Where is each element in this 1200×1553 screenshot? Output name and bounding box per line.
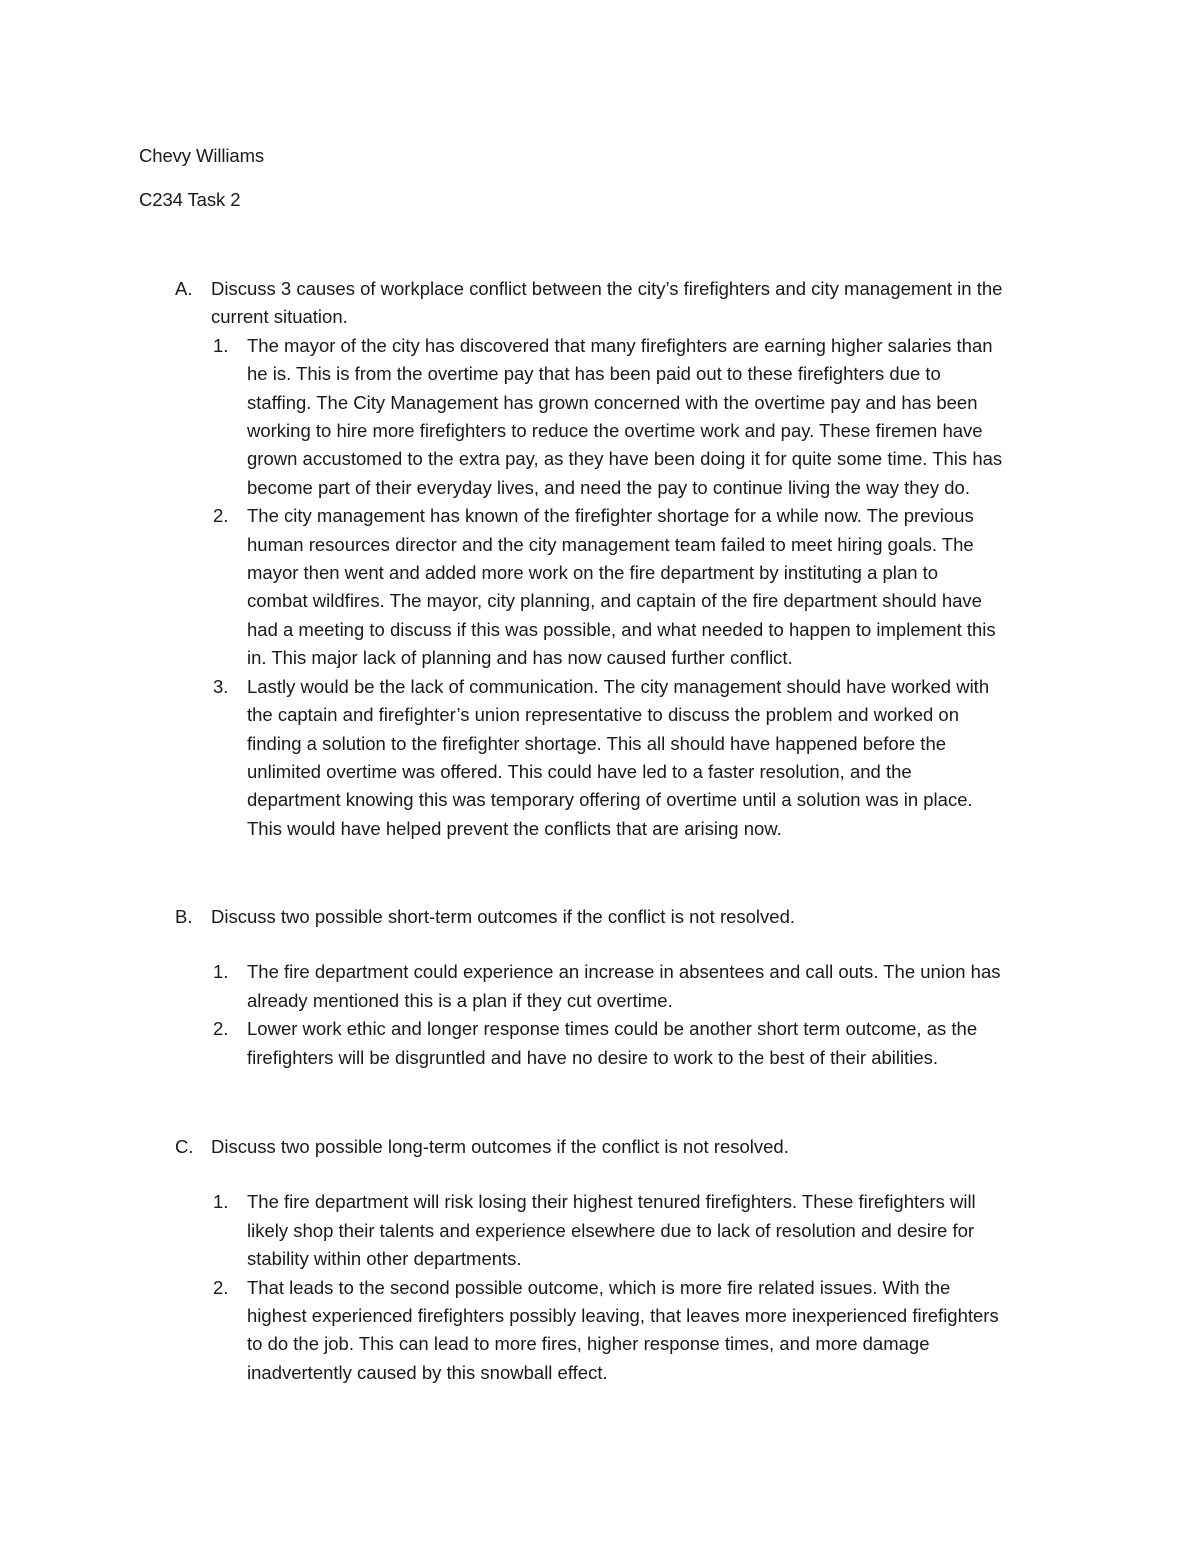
section-c-heading <box>139 1133 1079 1161</box>
item-line: stability within other departments. <box>247 1248 522 1270</box>
item-line: grown accustomed to the extra pay, as they have been doing it for quite some time. This has <box>247 448 1003 470</box>
heading-line: Discuss two possible short-term outcomes if the conflict is not resolved. <box>211 906 796 927</box>
item-line: The fire department could experience an increase in absentees and call outs. The union has <box>247 961 1001 983</box>
item-line: The mayor of the city has discovered that many firefighters are earning higher salaries than <box>247 334 993 356</box>
course-task: C234 Task 2 <box>139 189 241 210</box>
list-item <box>139 673 1079 843</box>
item-line: staffing. The City Management has grown concerned with the overtime pay and has been <box>247 391 978 413</box>
list-item <box>139 502 1079 672</box>
item-line: likely shop their talents and experience elsewhere due to lack of resolution and desire for <box>247 1219 975 1241</box>
item-number: 2. <box>213 505 229 527</box>
item-line: unlimited overtime was offered. This could have led to a faster resolution, and the <box>247 760 912 782</box>
item-line: had a meeting to discuss if this was possible, and what needed to happen to implement this <box>247 618 996 640</box>
list-item <box>139 958 1079 1015</box>
item-line: That leads to the second possible outcome, which is more fire related issues. With the <box>247 1276 951 1298</box>
section-c <box>139 1133 1079 1387</box>
list-item <box>139 1274 1079 1388</box>
item-line: The fire department will risk losing their highest tenured firefighters. These firefighters will <box>247 1191 976 1213</box>
item-line: finding a solution to the firefighter shortage. This all should have happened before the <box>247 732 947 754</box>
item-line: department knowing this was temporary offering of overtime until a solution was in place. <box>247 789 973 811</box>
heading-line: Discuss 3 causes of workplace conflict between the city’s firefighters and city management in the <box>211 278 1003 299</box>
item-line: working to hire more firefighters to reduce the overtime work and pay. These firemen have <box>247 420 983 442</box>
section-b <box>139 903 1079 1072</box>
section-a-list <box>139 332 1079 843</box>
list-item <box>139 332 1079 502</box>
item-line: firefighters will be disgruntled and have no desire to work to the best of their abilities. <box>247 1046 939 1068</box>
item-number: 1. <box>213 961 229 983</box>
heading-line: current situation. <box>211 306 348 328</box>
item-line: This would have helped prevent the conflicts that are arising now. <box>247 817 782 839</box>
item-line: become part of their everyday lives, and need the pay to continue living the way they do. <box>247 476 970 498</box>
section-b-heading <box>139 903 1079 931</box>
item-line: the captain and firefighter’s union representative to discuss the problem and worked on <box>247 704 959 726</box>
item-number: 1. <box>213 1191 229 1213</box>
item-line: already mentioned this is a plan if they cut overtime. <box>247 989 673 1011</box>
item-line: combat wildfires. The mayor, city planning, and captain of the fire department should have <box>247 590 982 612</box>
item-line: in. This major lack of planning and has now caused further conflict. <box>247 647 793 669</box>
author-name: Chevy Williams <box>139 145 265 166</box>
item-line: he is. This is from the overtime pay that has been paid out to these firefighters due to <box>247 363 941 385</box>
item-line: Lower work ethic and longer response times could be another short term outcome, as the <box>247 1018 978 1040</box>
item-line: highest experienced firefighters possibly leaving, that leaves more inexperienced firefighters <box>247 1305 999 1327</box>
list-item <box>139 1015 1079 1072</box>
item-line: to do the job. This can lead to more fires, higher response times, and more damage <box>247 1333 930 1355</box>
section-letter: B. <box>175 906 193 927</box>
section-letter: A. <box>175 278 193 299</box>
item-number: 3. <box>213 675 229 697</box>
list-item <box>139 1188 1079 1273</box>
item-line: inadvertently caused by this snowball effect. <box>247 1361 608 1383</box>
section-letter: C. <box>175 1136 194 1157</box>
section-c-list <box>139 1188 1079 1387</box>
item-number: 2. <box>213 1276 229 1298</box>
heading-line: Discuss two possible long-term outcomes if the conflict is not resolved. <box>211 1136 789 1157</box>
section-a <box>139 275 1079 843</box>
item-line: mayor then went and added more work on the fire department by instituting a plan to <box>247 562 939 584</box>
item-line: Lastly would be the lack of communication. The city management should have worked with <box>247 675 990 697</box>
section-a-heading <box>139 275 1079 332</box>
item-line: human resources director and the city management team failed to meet hiring goals. The <box>247 533 974 555</box>
section-b-list <box>139 958 1079 1072</box>
item-line: The city management has known of the firefighter shortage for a while now. The previous <box>247 505 974 527</box>
item-number: 1. <box>213 334 229 356</box>
item-number: 2. <box>213 1018 229 1040</box>
